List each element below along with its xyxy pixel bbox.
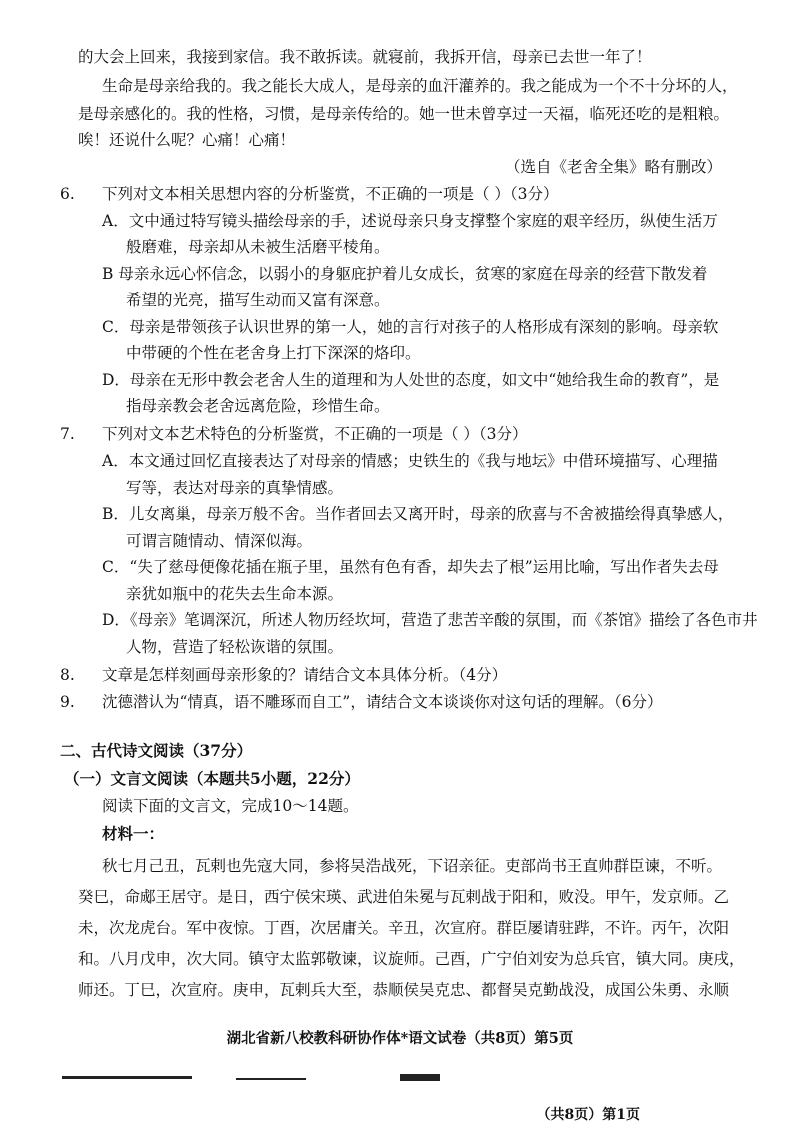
scan-artifact [236, 1078, 306, 1080]
section-heading: 二、古代诗文阅读（37分） [60, 741, 253, 760]
option-line: D．《母亲》笔调深沉，所述人物历经坎坷，营造了悲苦辛酸的氛围，而《茶馆》描绘了各色市井 [102, 611, 758, 629]
question-number: 7. [60, 425, 75, 443]
instruction: 阅读下面的文言文，完成10～14题。 [102, 797, 359, 815]
option-line: 亲犹如瓶中的花失去生命本源。 [126, 585, 344, 603]
question-stem: 下列对文本相关思想内容的分析鉴赏，不正确的一项是（ ）（3分） [102, 185, 559, 203]
option-line: C．母亲是带领孩子认识世界的第一人，她的言行对孩子的人格形成有深刻的影响。母亲软 [102, 318, 719, 336]
question-number: 6. [60, 185, 75, 203]
question-stem: 文章是怎样刻画母亲形象的？请结合文本具体分析。（4分） [102, 666, 508, 684]
option-line: A．文中通过特写镜头描绘母亲的手，述说母亲只身支撑整个家庭的艰辛经历，纵使生活万 [102, 212, 718, 230]
source-citation: （选自《老舍全集》略有删改） [504, 158, 722, 176]
scan-artifact [400, 1074, 440, 1081]
subsection-heading: （一）文言文阅读（本题共5小题，22分） [64, 769, 360, 788]
option-line: B 母亲永远心怀信念，以弱小的身躯庇护着儿女成长，贫寒的家庭在母亲的经营下散发着 [102, 265, 708, 283]
option-line: 希望的光亮，描写生动而又富有深意。 [126, 291, 390, 309]
option-line: 可谓言随情动、情深似海。 [126, 532, 313, 550]
intro-line: 生命是母亲给我的。我之能长大成人，是母亲的血汗灌养的。我之能成为一个不十分坏的人， [102, 77, 738, 95]
option-line: C．“失了慈母便像花插在瓶子里，虽然有色有香，却失去了根”运用比喻，写出作者失去母 [102, 558, 719, 576]
question-stem: 沈德潜认为“情真，语不雕琢而自工”，请结合文本谈谈你对这句话的理解。（6分） [102, 693, 663, 711]
question-number: 9. [60, 693, 75, 711]
option-line: 般磨难，母亲却从未被生活磨平棱角。 [126, 238, 390, 256]
page-footer: 湖北省新八校教科研协作体*语文试卷（共8页）第5页 [226, 1030, 574, 1047]
question-stem: 下列对文本艺术特色的分析鉴赏，不正确的一项是（ ）（3分） [102, 425, 528, 443]
intro-line: 是母亲感化的。我的性格，习惯，是母亲传给的。她一世未曾享过一天福，临死还吃的是粗粮。 [78, 105, 730, 123]
option-line: 写等，表达对母亲的真挚情感。 [126, 479, 344, 497]
option-line: B．儿女离巢，母亲万般不舍。当作者回去又离开时，母亲的欣喜与不舍被描绘得真挚感人， [102, 505, 734, 523]
option-line: 中带硬的个性在老舍身上打下深深的烙印。 [126, 344, 421, 362]
passage-line: 未，次龙虎台。军中夜惊。丁酉，次居庸关。辛丑，次宣府。群臣屡请驻跸，不许。丙午，次阳 [78, 919, 730, 937]
passage-line: 师还。丁巳，次宣府。庚申，瓦剌兵大至，恭顺侯吴克忠、都督吴克勤战没，成国公朱勇、永顺 [78, 981, 730, 999]
question-number: 8. [60, 666, 75, 684]
intro-line: 唉！还说什么呢？心痛！心痛！ [78, 131, 296, 149]
scan-artifact [62, 1076, 192, 1079]
option-line: 人物，营造了轻松诙谐的氛围。 [126, 638, 344, 656]
passage-line: 秋七月己丑，瓦剌也先寇大同，参将吴浩战死，下诏亲征。吏部尚书王直帅群臣谏，不听。 [102, 857, 723, 875]
passage-line: 癸巳，命郕王居守。是日，西宁侯宋瑛、武进伯朱冕与瓦剌战于阳和，败没。甲午，发京师。乙 [78, 888, 730, 906]
material-label: 材料一： [102, 824, 165, 843]
intro-line: 的大会上回来，我接到家信。我不敢拆读。就寝前，我拆开信，母亲已去世一年了！ [78, 48, 652, 66]
option-line: A．本文通过回忆直接表达了对母亲的情感；史铁生的《我与地坛》中借环境描写、心理描 [102, 452, 718, 470]
passage-line: 和。八月戊申，次大同。镇守太监郭敬谏，议旋师。己酉，广宁伯刘安为总兵官，镇大同。庚戌， [78, 950, 745, 968]
option-line: D．母亲在无形中教会老舍人生的道理和为人处世的态度，如文中“她给我生命的教育”，是 [102, 371, 720, 389]
page-counter: （共8页）第1页 [536, 1107, 640, 1123]
option-line: 指母亲教会老舍远离危险，珍惜生命。 [126, 397, 390, 415]
